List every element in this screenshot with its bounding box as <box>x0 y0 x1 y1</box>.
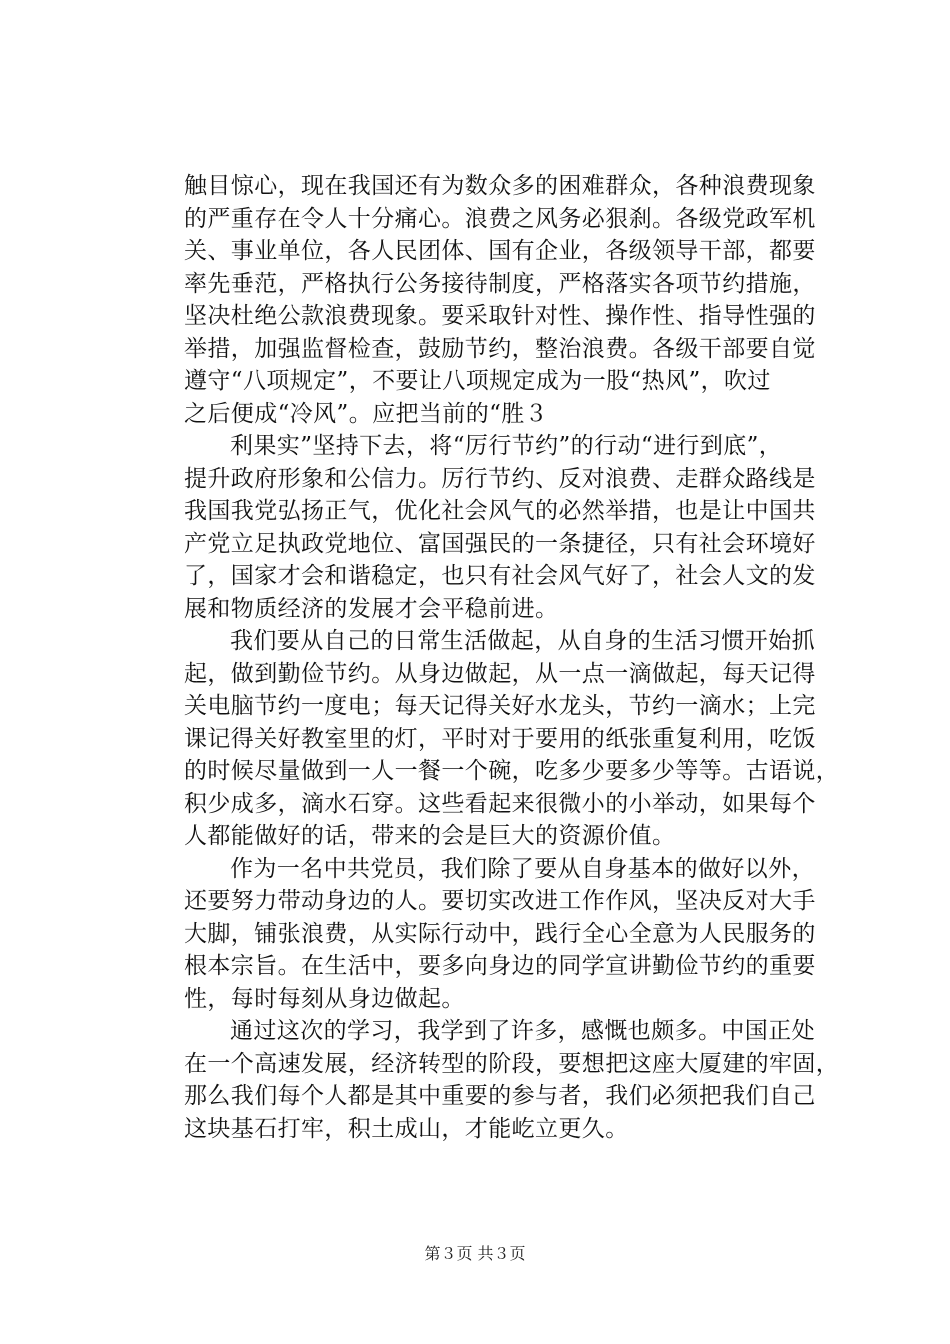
text-line: 关电脑节约一度电；每天记得关好水龙头，节约一滴水；上完 <box>184 693 816 719</box>
text-line: 关、事业单位，各人民团体、国有企业，各级领导干部，都要 <box>184 238 816 264</box>
paragraph <box>184 853 854 1016</box>
text-line: 性，每时每刻从身边做起。 <box>184 985 465 1012</box>
text-line: 积少成多，滴水石穿。这些看起来很微小的小举动，如果每个 <box>184 790 816 817</box>
text-line: 起，做到勤俭节约。从身边做起，从一点一滴做起，每天记得 <box>184 660 816 687</box>
text-line: 遵守“八项规定”，不要让八项规定成为一股“热风”，吹过 <box>184 368 771 394</box>
text-line: 坚决杜绝公款浪费现象。要采取针对性、操作性、指导性强的 <box>184 303 816 329</box>
document-body <box>184 170 854 1145</box>
text-line: 触目惊心，现在我国还有为数众多的困难群众，各种浪费现象 <box>184 173 816 199</box>
text-line: 根本宗旨。在生活中，要多向身边的同学宣讲勤俭节约的重要 <box>184 953 816 979</box>
text-line: 人都能做好的话，带来的会是巨大的资源价值。 <box>184 823 676 849</box>
text-line: 作为一名中共党员，我们除了要从自身基本的做好以外， <box>230 855 815 882</box>
text-line: 率先垂范，严格执行公务接待制度，严格落实各项节约措施， <box>184 270 816 297</box>
text-line: 提升政府形象和公信力。厉行节约、反对浪费、走群众路线是 <box>184 465 816 492</box>
paragraph <box>184 170 854 430</box>
text-line: 还要努力带动身边的人。要切实改进工作作风，坚决反对大手 <box>184 888 816 914</box>
text-line: 之后便成“冷风”。应把当前的“胜３ <box>184 400 549 427</box>
text-line: 大脚，铺张浪费，从实际行动中，践行全心全意为人民服务的 <box>184 920 816 947</box>
text-line: 这块基石打牢，积土成山，才能屹立更久。 <box>184 1115 629 1142</box>
text-line: 通过这次的学习，我学到了许多，感慨也颇多。中国正处 <box>230 1018 815 1044</box>
text-line: 课记得关好教室里的灯，平时对于要用的纸张重复利用，吃饭 <box>184 725 816 752</box>
text-line: 那么我们每个人都是其中重要的参与者，我们必须把我们自己 <box>184 1083 816 1109</box>
page-footer: 第３页 共３页 <box>424 1244 526 1263</box>
text-line: 我国我党弘扬正气，优化社会风气的必然举措，也是让中国共 <box>184 498 816 524</box>
text-line: 产党立足执政党地位、富国强民的一条捷径，只有社会环境好 <box>184 530 816 557</box>
text-line: 的严重存在令人十分痛心。浪费之风务必狠刹。各级党政军机 <box>184 205 816 232</box>
text-line: 了，国家才会和谐稳定，也只有社会风气好了，社会人文的发 <box>184 563 816 589</box>
paragraph <box>184 1015 854 1145</box>
text-line: 我们要从自己的日常生活做起，从自身的生活习惯开始抓 <box>230 628 815 654</box>
paragraph <box>184 625 854 853</box>
text-line: 展和物质经济的发展才会平稳前进。 <box>184 595 559 622</box>
text-line: 利果实”坚持下去，将“厉行节约”的行动“进行到底”， <box>230 433 783 459</box>
text-line: 在一个高速发展，经济转型的阶段，要想把这座大厦建的牢固， <box>184 1050 840 1077</box>
text-line: 的时候尽量做到一人一餐一个碗，吃多少要多少等等。古语说， <box>184 758 840 784</box>
paragraph <box>184 430 854 625</box>
text-line: 举措，加强监督检查，鼓励节约，整治浪费。各级干部要自觉 <box>184 335 816 362</box>
